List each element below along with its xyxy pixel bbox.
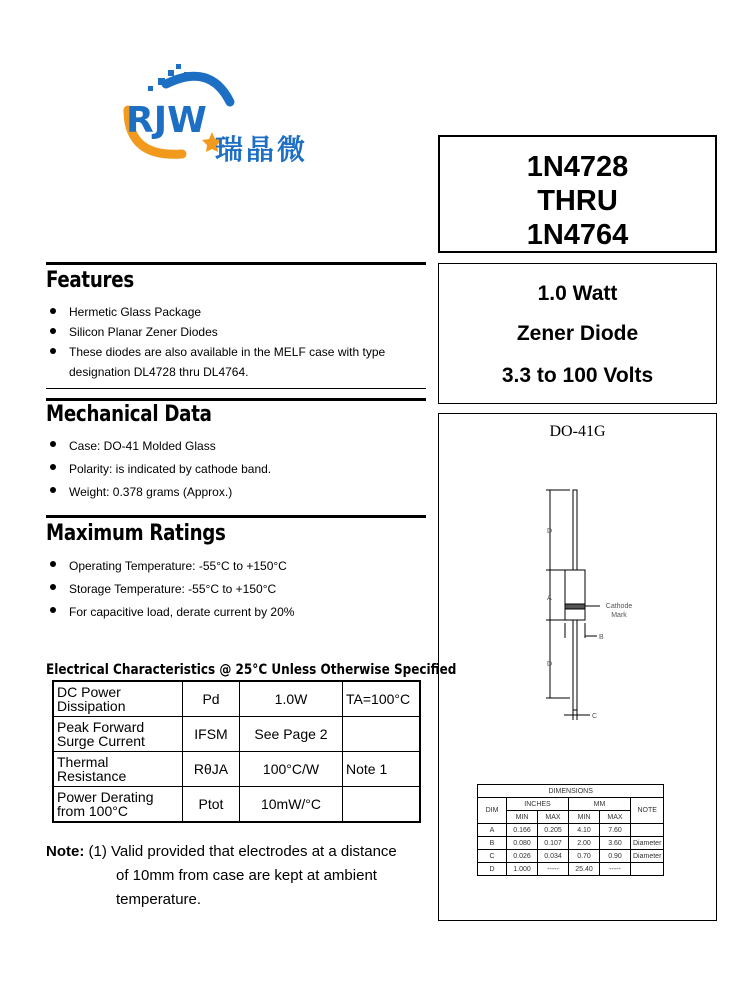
svg-text:RJW: RJW	[126, 100, 207, 141]
dim-label-a: A	[547, 595, 552, 602]
cell: 0.90	[600, 850, 631, 863]
cell: 3.60	[600, 837, 631, 850]
mechanical-heading: Mechanical Data	[46, 402, 212, 427]
cell: 0.026	[507, 850, 538, 863]
note-line: of 10mm from case are kept at ambient	[116, 867, 377, 884]
part-number-start: 1N4728	[526, 151, 629, 183]
min-header: MIN	[569, 811, 600, 824]
cell: B	[478, 837, 507, 850]
note-number: (1)	[88, 843, 107, 860]
divider	[46, 388, 426, 389]
dim-title: DIMENSIONS	[478, 785, 664, 798]
note-line: temperature.	[116, 891, 202, 908]
part-number-end: 1N4764	[526, 219, 629, 251]
electrical-title: Electrical Characteristics @ 25°C Unless Otherwise Specified	[46, 662, 457, 678]
footnote	[46, 840, 426, 912]
list-item: Case: DO-41 Molded Glass	[46, 435, 271, 458]
dim-label-c: C	[592, 713, 598, 720]
spec-type: Zener Diode	[516, 322, 639, 345]
electrical-table	[52, 680, 421, 823]
cell: 2.00	[569, 837, 600, 850]
condition-cell: Note 1	[343, 752, 421, 787]
cell: 0.205	[538, 824, 569, 837]
cell: 0.70	[569, 850, 600, 863]
cell: 0.166	[507, 824, 538, 837]
table-row	[53, 752, 420, 787]
cell: 25.40	[569, 863, 600, 876]
list-item: Silicon Planar Zener Diodes	[46, 322, 409, 342]
section-rule	[46, 262, 426, 265]
table-row	[53, 717, 420, 752]
table-row	[53, 787, 420, 823]
cell: Diameter	[631, 850, 664, 863]
list-item: Polarity: is indicated by cathode band.	[46, 458, 271, 481]
table-row	[53, 681, 420, 717]
list-item: These diodes are also available in the MELF case with type designation DL4728 thru DL4764.	[46, 342, 409, 382]
cell: -----	[600, 863, 631, 876]
table-row	[478, 863, 664, 876]
package-outline-drawing	[540, 488, 660, 723]
spec-power: 1.0 Watt	[537, 282, 618, 305]
section-rule	[46, 398, 426, 401]
value-cell: See Page 2	[240, 717, 343, 752]
symbol-cell: RθJA	[183, 752, 240, 787]
dim-label-d: D	[547, 528, 553, 535]
param-cell: Power Derating from 100°C	[53, 787, 183, 823]
part-number-box	[438, 135, 717, 253]
cell: 0.034	[538, 850, 569, 863]
cell: -----	[538, 863, 569, 876]
cell: 0.107	[538, 837, 569, 850]
ratings-heading: Maximum Ratings	[46, 521, 226, 546]
note-label: Note:	[46, 843, 85, 860]
list-item: Hermetic Glass Package	[46, 302, 409, 322]
table-row	[478, 837, 664, 850]
inches-header: INCHES	[507, 798, 569, 811]
ratings-list	[46, 555, 294, 624]
dim-label-d: D	[547, 661, 553, 668]
cell: 7.60	[600, 824, 631, 837]
max-header: MAX	[538, 811, 569, 824]
list-item: Weight: 0.378 grams (Approx.)	[46, 481, 271, 504]
dimensions-table	[477, 784, 664, 876]
condition-cell	[343, 787, 421, 823]
list-item: Storage Temperature: -55°C to +150°C	[46, 578, 294, 601]
cell: C	[478, 850, 507, 863]
package-label: DO-41G	[549, 423, 606, 440]
section-rule	[46, 515, 426, 518]
cell: 4.10	[569, 824, 600, 837]
features-list	[46, 302, 409, 382]
dim-label-b: B	[599, 634, 604, 641]
param-cell: Thermal Resistance	[53, 752, 183, 787]
features-heading: Features	[46, 268, 134, 293]
cell: 1.000	[507, 863, 538, 876]
condition-cell	[343, 717, 421, 752]
value-cell: 10mW/°C	[240, 787, 343, 823]
list-item: For capacitive load, derate current by 20%	[46, 601, 294, 624]
spec-voltage-range: 3.3 to 100 Volts	[501, 364, 654, 387]
note-header: NOTE	[631, 798, 664, 824]
min-header: MIN	[507, 811, 538, 824]
value-cell: 100°C/W	[240, 752, 343, 787]
symbol-cell: Pd	[183, 681, 240, 717]
condition-cell: TA=100°C	[343, 681, 421, 717]
note-line: Valid provided that electrodes at a distance	[111, 843, 397, 860]
table-row	[478, 824, 664, 837]
part-number-thru: THRU	[537, 185, 618, 217]
cell	[631, 824, 664, 837]
cell: D	[478, 863, 507, 876]
cell: Diameter	[631, 837, 664, 850]
mechanical-list	[46, 435, 271, 504]
company-name: 瑞晶微	[215, 133, 309, 166]
table-row	[478, 850, 664, 863]
cell: 0.080	[507, 837, 538, 850]
cell: A	[478, 824, 507, 837]
cell	[631, 863, 664, 876]
dim-header: DIM	[478, 798, 507, 824]
list-item: Operating Temperature: -55°C to +150°C	[46, 555, 294, 578]
symbol-cell: Ptot	[183, 787, 240, 823]
value-cell: 1.0W	[240, 681, 343, 717]
cathode-mark-label: Cathode Mark	[605, 603, 633, 619]
symbol-cell: IFSM	[183, 717, 240, 752]
param-cell: DC Power Dissipation	[53, 681, 183, 717]
mm-header: MM	[569, 798, 631, 811]
param-cell: Peak Forward Surge Current	[53, 717, 183, 752]
max-header: MAX	[600, 811, 631, 824]
spec-summary-box	[438, 263, 717, 404]
